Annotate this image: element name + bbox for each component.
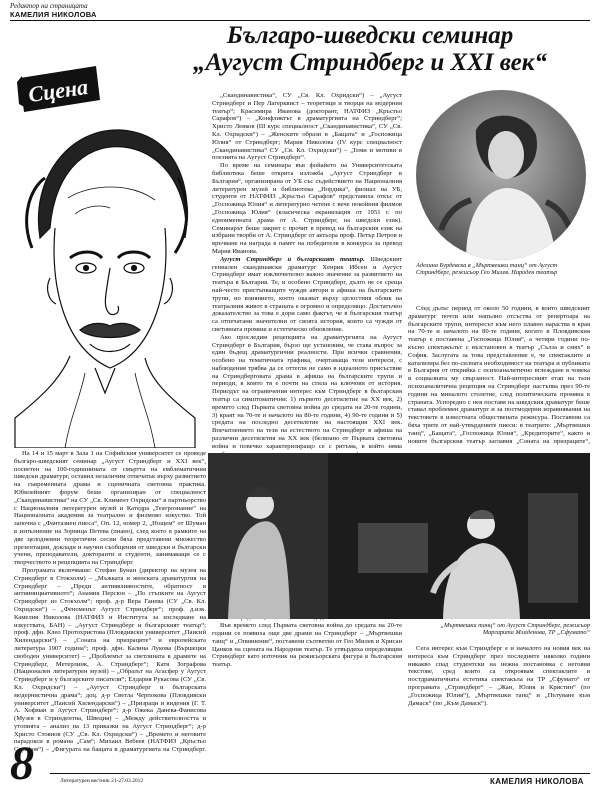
publication-info: Литературен вестник 21-27.03.2012 xyxy=(60,778,144,784)
editor-role: Редактор на страницата xyxy=(10,2,88,10)
middle-paragraph-4: Ако проследим рецепцията на драматургията на Аугуст Стриндберг в България, бързо ще установим, че става въпрос за един бъдещ драматургични реалности. При всички сравнения, особено на тематичната графика, очертаваща тези интереси, с наблюдения трябва да се оттегли не само в идеалното присъствие на Стриндберговата драма в афиша на българските трупи и периоди, в които тя е почти на стила на ключови от история. Периодът на ограничения интерес към Стриндберг в българския театър са симптоматични: 1) първото десетилетие на XX век, 2) времето след Първата световна война до средата на 20-те години, 3) краят на 70-те и началото на 80-те години, 4) 90-те години и 5) средата на последно десетилетие на настоящия XXI век. Впечатлението на тези на естеството на Стриндберг в афиша на различни десетилетия на XX век (белязано от Първата световна война и повечко характеризиращо се с ритъма, в който няма xyxy=(212,333,402,450)
intro-column xyxy=(14,450,206,753)
middle-paragraph-3-text: Шведският гениален скандинавски драматург Хенрик Ибсен и Аугуст Стриндберг имат изключително важно значение за развитието на театъра в България. Те, и особено Стриндберг, дълго не се среща най-често пристъпващите чужди автори в афиша на българските трупи, но влиянието, което оказват върху целостния облик на театралния живот в страната е огромно и определящо. Достатъчно доказателство за това е дори само фактът, че в българския театър са отпечатани значителни от своята история, които са чужди от световната промиш и естетическо обновление. xyxy=(212,255,402,333)
author-signature: КАМЕЛИЯ НИКОЛОВА xyxy=(490,777,584,786)
actress-photo xyxy=(416,90,586,260)
section-label: Сцена xyxy=(26,73,90,108)
middle-paragraph-3 xyxy=(212,256,402,334)
right-column-bottom xyxy=(408,645,590,735)
top-rule xyxy=(10,20,590,21)
right-column xyxy=(408,305,590,445)
editor-name: КАМЕЛИЯ НИКОЛОВА xyxy=(10,10,97,19)
middle-paragraph-2: По време на семинара във фойайето на Университетската библиотека беше открита изложба „Аугуст Стриндберг в България“, организирана от УБ със съдействието на Националния литературен музей и библиотека „Нордика“, филиал на УБ, студенти от НАТФИЗ „Кръстьо Сарафов“ представиха откъс от „Госпожица Юлия“ и литературно четене с вече покойния филмов „Госпожица Юлия“ (класическа екранизация от 1951 г. по едноименната драма от А. Стриндберг, на шведски език). Семинарът беше закрит с прочит в превод на българския език на избрани творби от А. Стриндберг от актьора проф. Петър Петров и връчване на награда в памет на победителя в конкурса за превод Мария Иванова. xyxy=(212,162,402,255)
middle-paragraph-1: „Скандинавистика“, СУ „Св. Кл. Охридски“) – „Аугуст Стриндберг и Пер Лагерквист – теоретици и творци на модерния театър“; Красимира Иванова (докторант, НАТФИЗ „Кръстьо Сарафов“) – „Конфликтът в драматургията на Стриндберг“; Христо Левков (III курс специалност „Скандинавистика“, СУ „Св. Кл. Охридски“) – „Женските образи в „Бащата“ и „Госпожица Юлия“ от Стриндберг; Мария Николова (IV курс специалност „Скандинавистика“ СУ „Св. Кл. Охридски“) – „Теми и мотиви в поезията на Аугуст Стриндберг“. xyxy=(212,92,402,162)
section-stamp xyxy=(14,64,102,114)
right-paragraph-1: След дълъг период от около 50 години, в които шведският драматург почти или напълно отсъства от репертоара на българските трупи, интересът към него плавно нараства в края на 70-те и началото на 80-те години, когато в Пловдивския театър е поставена „Госпожица Юлия“, а четири години по-късно спектакълът с възстановен в театър „Сълза и смях“ в София. Заслугата за това представление е, че спектаклите и катализира без по-силната необходимост на театъра и публиката в България от открийка с психоаналитично вглеждане в човека и социалната му свързаност. Най-интересният етап на тази психоаналитична рецепция на Стриндберг настъпва през 90-те години на миналото столетие, след политическата промяна в страната. Успоредно с нея поставя на шведския драматург беше ставал проблемен драматург и за постмодерни изравнявания на текстовете в известната обществената режисура. Поставени са бяха трите от най-утвърдените пиеси: в театрите: „Мъртвешки танц“, „Бащата“, „Госпожица Юлия“, „Кредиторите“, както и новите българския театър заглавия „Соната на призраците“, xyxy=(408,305,590,445)
headline-line1: Българо-шведски семинар xyxy=(226,22,514,49)
middle-paragraph-8: Във времето след Първата световна война до средата на 20-те години се появиха още две драми на Стриндберг – „Мъртвешки танц“ и „Опиянение“, поставени съответно от Гео Милев и Хрисан Цанков на сцената на Народния театър. Те утвърдиха определящия Стриндберг като източник на режисьорската фигура в българския театър. xyxy=(212,622,402,669)
footer-rule xyxy=(50,773,590,774)
stage-photo xyxy=(208,453,590,619)
headline xyxy=(150,22,590,76)
photo-caption-1: Аделина Бурдевска в „Мъртвешки танц“ от Аугуст Стриндберг, режисьор Гео Милев. Народен театър xyxy=(416,262,558,277)
section-subheading: Аугуст Стриндберг и българският театър. xyxy=(220,255,365,263)
intro-paragraph-2: Програмата включваше: Стефан Бунан (директор на музея на Стриндберг в Стокхолм) – „Мъжката и женската драматургия на Стриндберг – „Преди антиявлияностите, обратност и антиинициативното“; Анамия Персюн – „По стъпките на Аугуст Стриндберг из Стокхолм“; проф. д-р Вера Ганева (СУ „Св. Кл. Охридски“) – „Феноменът Аугуст Стриндберг“; проф. д.изк. Камелия Николова (НАТФИЗ и Института за изследване на изкуствата, БАН) – „Аугуст Стриндберг и българският театър“; проф. дфн. Клео Протохристова (Пловдивски университет „Паисий Хилендарски“) – „Сонатa на призраците“ и европейската литература 1907 година“; проф. дфн. Калина Лукова (Вършецки свободен университет) – „Проблемът за светлината в драмите на Стриндберг, Метерлинк, А. Стриндберг“; Катя Зографова (Национален литературен музей) – „Образът на Агасфер у Аугуст Стриндберг и у българските писатели“; Елдария Рукасова (СУ „Св. Кл. Охридски“) – „Аугуст Стриндберг и българската модернистична драма“; доц. д-р Светла Черпокова (Пловдивски университет „Паисий Хилендарски“) – „Призраци и видения (Г. Т. А. Хофман и Аугуст Стриндберг“; д-р Ожека Данева-Фанисова (Музея в Стриндентна, Швеция) – „Между действителността и утопията – анализ на 13 приказки на Аугуст Стриндберг“; д-р Христо Стоянов (СУ „Св. Кл. Охридски“) – „Времето и неговите парадокси в романа „Сам“; Михаил Вебеев (НАТФИЗ „Кръстьо Сарафов“) – „Фигурата на бащата в драматургията на Стриндберг. xyxy=(14,566,206,753)
right-paragraph-2: Сега интерес към Стриндберг е и началото на новия век на интереса към Стриндберг през последните няколко години никакво спад студентски на нежна постановка с неговия текстове, сред които са откроявам спектаклите и постдраматичната естетика спектакъла на ТР „Сфумато“ от програмата „Стриндберг“ – „Жан, Юлия и Кристин“ (по „Госпожица Юлия“), „Мъртвешки танц“ и „Пътуване към Дамаск“ (по „Към Дамаск“). xyxy=(408,645,590,707)
photo-caption-2: „Мъртвешки танц“ от Аугуст Стриндберг, режисьор Маргарита Младенова, ТР „Сфумато“ xyxy=(440,622,590,637)
intro-paragraph-1: На 14 и 15 март в Зала 1 на Софийския университет се проведе българо-шведският семинар „Аугуст Стриндберг и XXI век“, посветен на 100-годишнината от смъртта на емблематичния шведски драматург, оставил незаличим отпечатък върху развитието на съвременната драма и сценичната световна практика. Юбилейният форум беше организиран от специалност „Скандинавистика“ на СУ „Св. Климент Охридски“ в партньорство с Националния литературен музей и Катедра „Театрознание“ на Националната академия за театрално и филмово изкуство. Той започна с „Фантазиен пиеса“, Оп. 12, номер 2, „Нощем“ от Шуман в изпълнение на Зорница Петева (пиано), след което в рамките на две целодневни теоретични сесии бяха представени множество презентации, доклади и научни съобщения от шведски и български учени, преподаватели, докторанти и студенти, занимаващи се с творчеството и рецепцията на Стриндберг. xyxy=(14,450,206,567)
page-number: 8 xyxy=(10,737,34,790)
headline-line2: „Аугуст Стриндберг и XXI век“ xyxy=(193,49,547,76)
middle-column xyxy=(212,92,402,735)
strindberg-portrait-sketch xyxy=(10,118,200,448)
